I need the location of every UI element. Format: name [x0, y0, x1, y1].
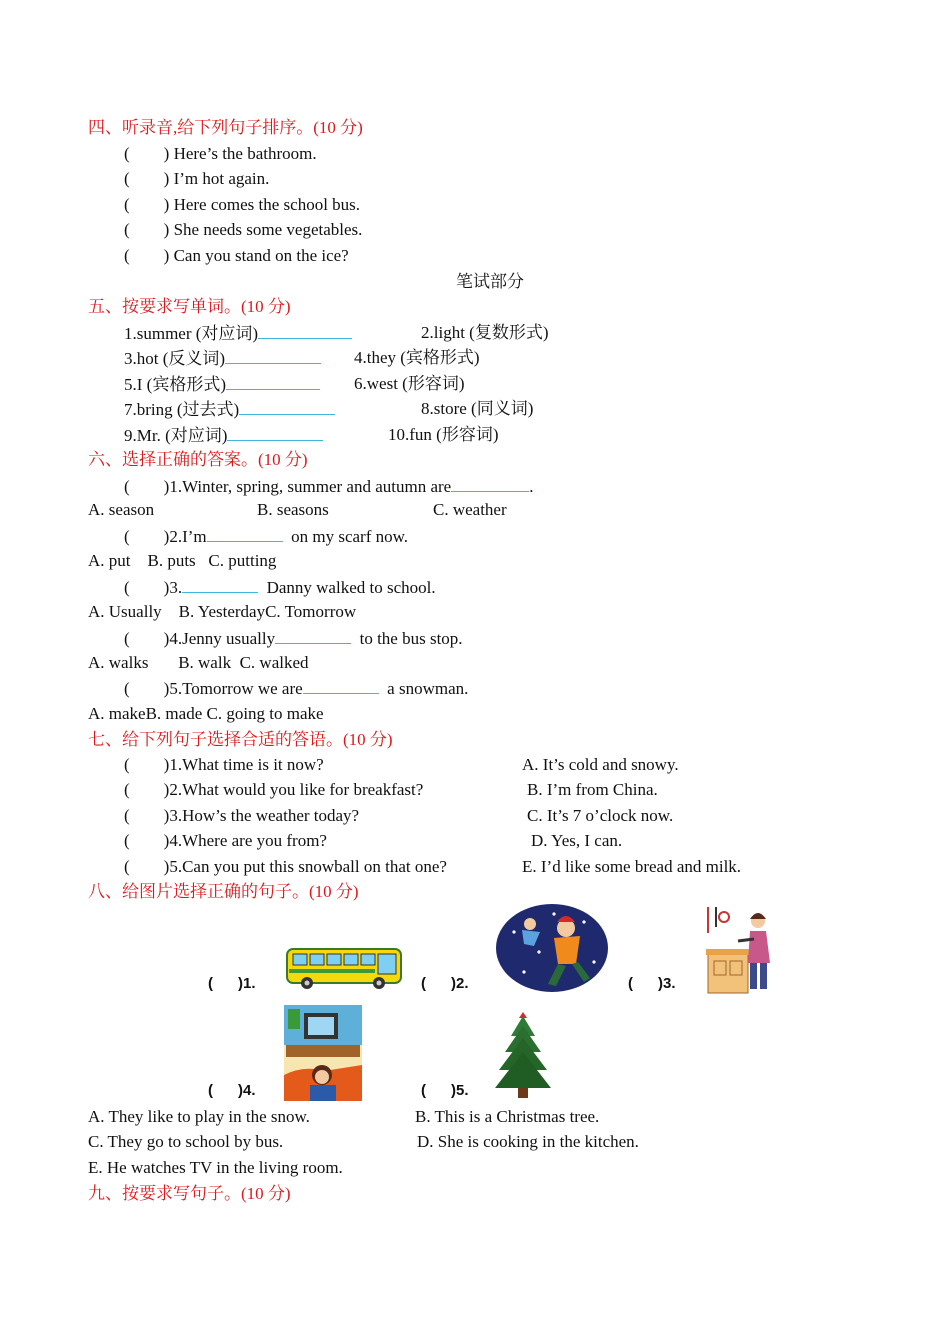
school-bus-picture — [285, 945, 405, 991]
question: ( )2.I’m on my scarf now. — [124, 527, 409, 546]
option: B. This is a Christmas tree. — [415, 1107, 600, 1126]
snow-play-picture — [494, 902, 610, 994]
question: ( )4.Where are you from? — [124, 831, 327, 850]
section-4-title: 四、听录音,给下列句子排序。(10 分) — [88, 118, 363, 137]
kitchen-cooking-picture — [702, 903, 780, 995]
question: ( )2.What would you like for breakfast? — [124, 780, 424, 799]
list-item: 4.they (宾格形式) — [354, 348, 480, 367]
question: ( )3.How’s the weather today? — [124, 806, 360, 825]
answer: A. It’s cold and snowy. — [522, 755, 679, 774]
list-item: 10.fun (形容词) — [388, 425, 499, 444]
list-item: 3.hot (反义词) — [124, 347, 321, 370]
question: ( )1.Winter, spring, summer and autumn are . — [124, 477, 534, 496]
list-item: ( ) Here comes the school bus. — [124, 195, 361, 214]
option: A. season — [88, 500, 155, 519]
christmas-tree-picture — [493, 1010, 553, 1100]
option: B. seasons — [257, 500, 329, 519]
answer: B. I’m from China. — [527, 780, 658, 799]
picture-label-3: ( )3. — [628, 975, 676, 992]
question: ( )4.Jenny usually to the bus stop. — [124, 629, 463, 648]
section-9-title: 九、按要求写句子。(10 分) — [88, 1184, 291, 1203]
list-item: 2.light (复数形式) — [421, 323, 549, 342]
options: A. walks B. walk C. walked — [88, 653, 309, 672]
answer: D. Yes, I can. — [531, 831, 623, 850]
list-item: 1.summer (对应词) — [124, 322, 352, 345]
list-item: ( ) Here’s the bathroom. — [124, 144, 317, 163]
section-5-title: 五、按要求写单词。(10 分) — [88, 297, 291, 316]
picture-label-2: ( )2. — [421, 975, 469, 992]
list-item: ( ) Can you stand on the ice? — [124, 246, 349, 265]
question: ( )5.Can you put this snowball on that one? — [124, 857, 447, 876]
list-item: 9.Mr. (对应词) — [124, 424, 323, 447]
list-item: ( ) She needs some vegetables. — [124, 220, 363, 239]
options: A. put B. puts C. putting — [88, 551, 277, 570]
written-part-heading: 笔试部分 — [456, 272, 524, 291]
picture-label-4: ( )4. — [208, 1082, 256, 1099]
question: ( )3. Danny walked to school. — [124, 578, 436, 597]
section-7-title: 七、给下列句子选择合适的答语。(10 分) — [88, 730, 393, 749]
list-item: ( ) I’m hot again. — [124, 169, 270, 188]
options: A. makeB. made C. going to make — [88, 704, 324, 723]
section-6-title: 六、选择正确的答案。(10 分) — [88, 450, 308, 469]
watching-tv-picture — [284, 1005, 362, 1101]
question: ( )5.Tomorrow we are a snowman. — [124, 679, 469, 698]
list-item: 7.bring (过去式) — [124, 398, 335, 421]
question: ( )1.What time is it now? — [124, 755, 324, 774]
option: C. They go to school by bus. — [88, 1132, 284, 1151]
picture-label-1: ( )1. — [208, 975, 256, 992]
option: E. He watches TV in the living room. — [88, 1158, 343, 1177]
picture-label-5: ( )5. — [421, 1082, 469, 1099]
option: C. weather — [433, 500, 507, 519]
options: A. Usually B. YesterdayC. Tomorrow — [88, 602, 357, 621]
option: A. They like to play in the snow. — [88, 1107, 310, 1126]
answer: E. I’d like some bread and milk. — [522, 857, 742, 876]
section-8-title: 八、给图片选择正确的句子。(10 分) — [88, 882, 359, 901]
list-item: 8.store (同义词) — [421, 399, 534, 418]
list-item: 6.west (形容词) — [354, 374, 465, 393]
answer: C. It’s 7 o’clock now. — [527, 806, 674, 825]
option: D. She is cooking in the kitchen. — [417, 1132, 639, 1151]
list-item: 5.I (宾格形式) — [124, 373, 320, 396]
